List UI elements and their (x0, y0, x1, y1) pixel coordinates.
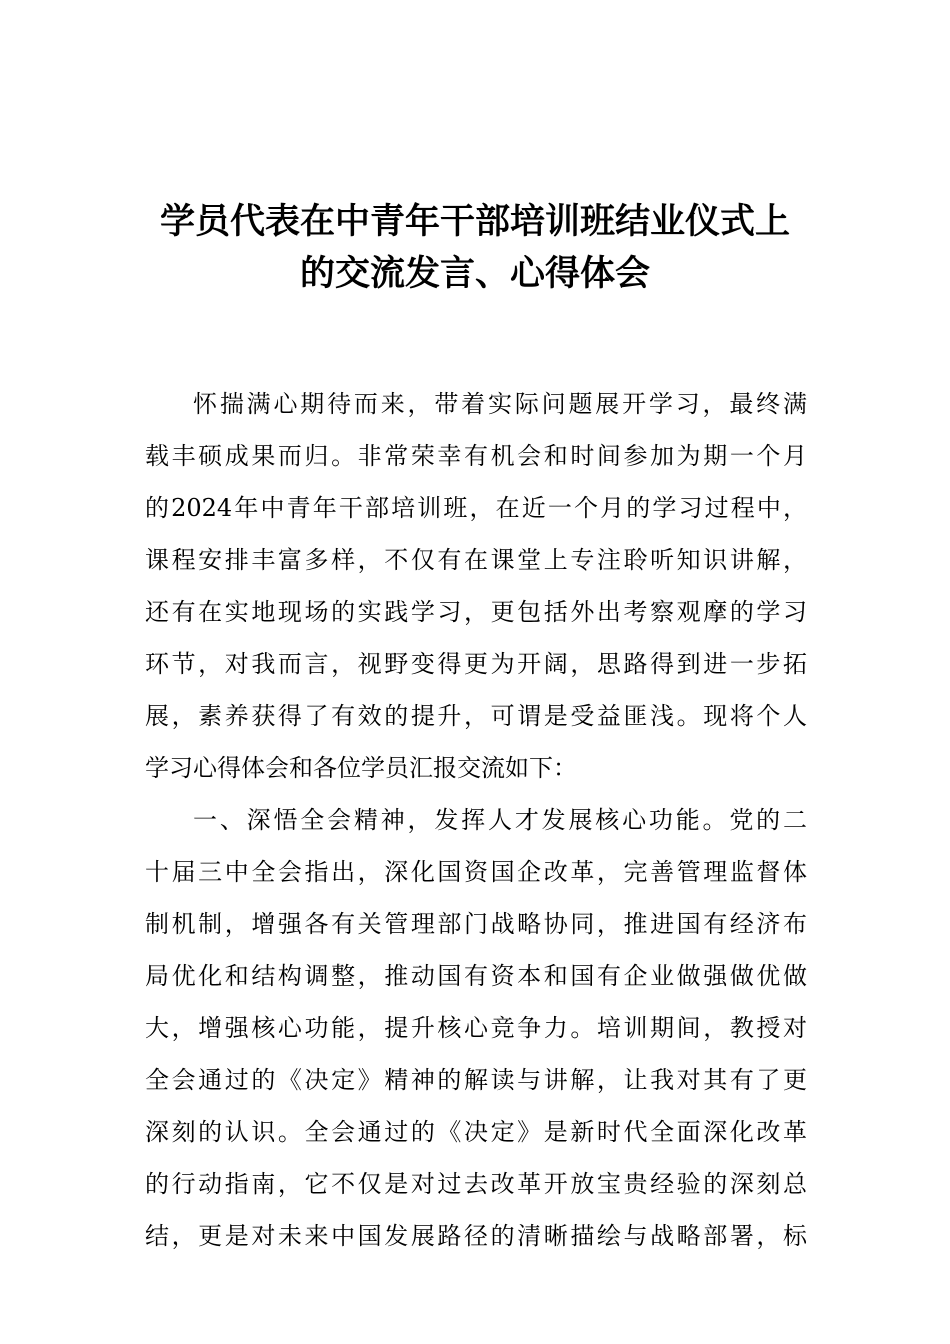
document-body (145, 378, 807, 1262)
paragraph-line: 深刻的认识。全会通过的《决定》是新时代全面深化改革 (145, 1118, 807, 1146)
paragraph-line: 十届三中全会指出，深化国资国企改革，完善管理监督体 (145, 858, 807, 886)
paragraph-line: 大，增强核心功能，提升核心竞争力。培训期间，教授对 (145, 1014, 807, 1042)
document-title (120, 196, 830, 300)
paragraph-line: 制机制，增强各有关管理部门战略协同，推进国有经济布 (145, 910, 807, 938)
paragraph-line: 全会通过的《决定》精神的解读与讲解，让我对其有了更 (145, 1066, 807, 1094)
paragraph-line: 学习心得体会和各位学员汇报交流如下： (145, 754, 577, 782)
paragraph-line: 的行动指南，它不仅是对过去改革开放宝贵经验的深刻总 (145, 1170, 807, 1198)
paragraph-line: 课程安排丰富多样，不仅有在课堂上专注聆听知识讲解， (145, 546, 807, 574)
paragraph-line: 展，素养获得了有效的提升，可谓是受益匪浅。现将个人 (145, 702, 807, 730)
paragraph-line: 的2024年中青年干部培训班，在近一个月的学习过程中， (145, 494, 807, 522)
paragraph-line: 环节，对我而言，视野变得更为开阔，思路得到进一步拓 (145, 650, 807, 678)
paragraph-line: 结，更是对未来中国发展路径的清晰描绘与战略部署，标 (145, 1222, 807, 1250)
paragraph-line: 怀揣满心期待而来，带着实际问题展开学习，最终满 (193, 390, 807, 418)
paragraph-line: 还有在实地现场的实践学习，更包括外出考察观摩的学习 (145, 598, 807, 626)
paragraph-line: 一、深悟全会精神，发挥人才发展核心功能。党的二 (193, 806, 807, 834)
title-line-2: 的交流发言、心得体会 (299, 253, 650, 294)
paragraph-line: 载丰硕成果而归。非常荣幸有机会和时间参加为期一个月 (145, 442, 807, 470)
title-line-1: 学员代表在中青年干部培训班结业仪式上 (159, 201, 790, 242)
paragraph-line: 局优化和结构调整，推动国有资本和国有企业做强做优做 (145, 962, 807, 990)
